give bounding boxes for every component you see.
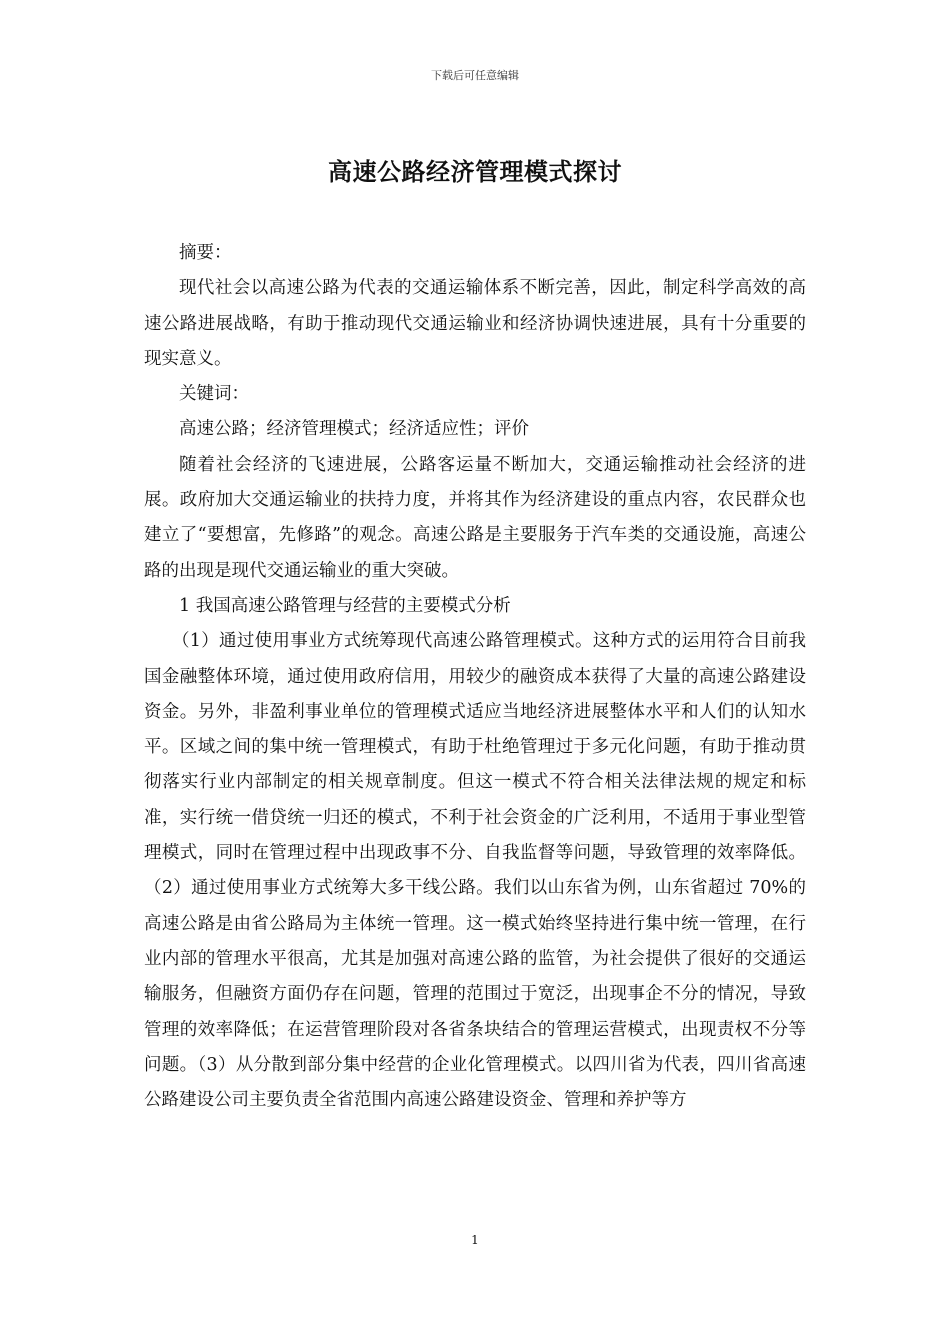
document-title: 高速公路经济管理模式探讨	[328, 157, 622, 186]
keywords-heading: 关键词：	[179, 384, 249, 405]
body-paragraph: （1）通过使用事业方式统筹现代高速公路管理模式。这种方式的运用符合目前我国金融整体环境，通过使用政府信用，用较少的融资成本获得了大量的高速公路建设资金。另外，非盈利事业单位的管理模式适应当地经济进展整体水平和人们的认知水平。区域之间的集中统一管理模式，有助于杜绝管理过于多元化问题，有助于推动贯彻落实行业内部制定的相关规章制度。但这一模式不符合相关法律法规的规定和标准，实行统一借贷统一归还的模式，不利于社会资金的广泛利用，不适用于事业型管理模式，同时在管理过程中出现政事不分、自我监督等问题，导致管理的效率降低。（2）通过使用事业方式统筹大多干线公路。我们以山东省为例，山东省超过 70%的高速公路是由省公路局为主体统一管理。这一模式始终坚持进行集中统一管理，在行业内部的管理水平很高，尤其是加强对高速公路的监管，为社会提供了很好的交通运输服务，但融资方面仍存在问题，管理的范围过于宽泛，出现事企不分的情况，导致管理的效率降低；在运营管理阶段对各省条块结合的管理运营模式，出现责权不分等问题。（3）从分散到部分集中经营的企业化管理模式。以四川省为代表，四川省高速公路建设公司主要负责全省范围内高速公路建设资金、管理和养护等方	[144, 631, 806, 1111]
section-heading: 1 我国高速公路管理与经营的主要模式分析	[179, 595, 511, 616]
keywords-list: 高速公路；经济管理模式；经济适应性；评价	[179, 419, 529, 440]
abstract-paragraph: 现代社会以高速公路为代表的交通运输体系不断完善，因此，制定科学高效的高速公路进展战略，有助于推动现代交通运输业和经济协调快速进展，具有十分重要的现实意义。	[144, 278, 806, 369]
document-body	[144, 236, 806, 1118]
page-number: 1	[471, 1233, 479, 1247]
intro-paragraph: 随着社会经济的飞速进展，公路客运量不断加大，交通运输推动社会经济的进展。政府加大交通运输业的扶持力度，并将其作为经济建设的重点内容，农民群众也建立了“要想富，先修路”的观念。高速公路是主要服务于汽车类的交通设施，高速公路的出现是现代交通运输业的重大突破。	[144, 454, 806, 581]
page-header: 下载后可任意编辑	[431, 69, 519, 82]
abstract-heading: 摘要：	[179, 243, 232, 263]
